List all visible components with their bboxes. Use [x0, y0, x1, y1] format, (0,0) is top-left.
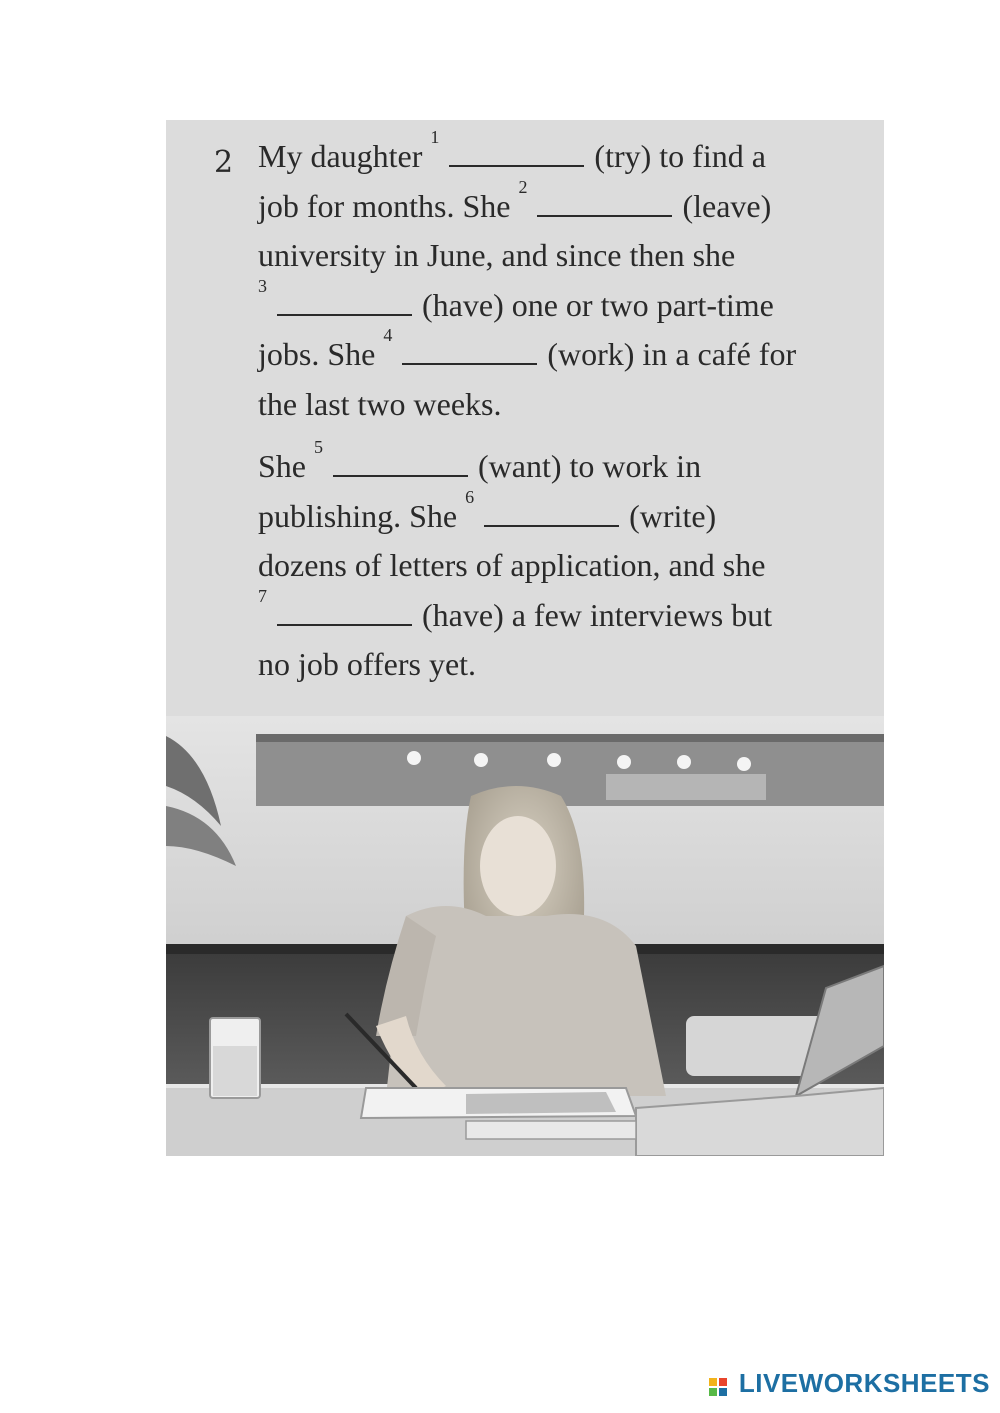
- gap-number: 7: [258, 585, 267, 606]
- text-line: dozens of letters of application, and she: [258, 547, 766, 584]
- text: (write): [621, 497, 717, 534]
- text-line: no job offers yet.: [258, 646, 477, 683]
- brand-name: LIVEWORKSHEETS: [738, 1368, 990, 1398]
- gap-number: 1: [430, 127, 440, 147]
- gap-number: 5: [314, 437, 323, 457]
- text: My daughter: [258, 138, 431, 174]
- gap-number: 3: [258, 275, 267, 296]
- gap-number: 4: [383, 325, 393, 346]
- cafe-photo: [166, 716, 884, 1156]
- answer-gap-4[interactable]: [402, 341, 537, 365]
- liveworksheets-logo-icon: [709, 1372, 737, 1396]
- gap-number: 6: [465, 486, 475, 507]
- text: (leave): [674, 187, 772, 224]
- text-line: university in June, and since then she: [258, 237, 736, 274]
- text: She: [258, 448, 314, 484]
- text: (have) one or two part-time: [414, 286, 774, 323]
- answer-gap-3[interactable]: [277, 292, 412, 316]
- liveworksheets-logo[interactable]: [709, 1368, 990, 1399]
- answer-gap-2[interactable]: [537, 193, 672, 217]
- paragraph-1: [258, 127, 862, 430]
- answer-gap-1[interactable]: [449, 143, 584, 167]
- answer-gap-5[interactable]: [333, 453, 468, 477]
- text: job for months. She: [258, 187, 519, 224]
- paragraph-2: [258, 437, 862, 690]
- text: publishing. She: [258, 497, 466, 534]
- text-line: the last two weeks.: [258, 385, 502, 422]
- gap-number: 2: [518, 176, 528, 197]
- answer-gap-7[interactable]: [277, 602, 412, 626]
- answer-gap-6[interactable]: [484, 503, 619, 527]
- text: (have) a few interviews but: [414, 596, 773, 633]
- exercise-panel: [166, 120, 884, 1156]
- text: (work) in a café for: [539, 336, 797, 373]
- woman-writing-illustration: [166, 716, 884, 1156]
- text: (try) to find a: [586, 138, 766, 174]
- text: jobs. She: [258, 336, 384, 373]
- exercise-number: 2: [214, 145, 234, 180]
- text: (want) to work in: [470, 448, 702, 484]
